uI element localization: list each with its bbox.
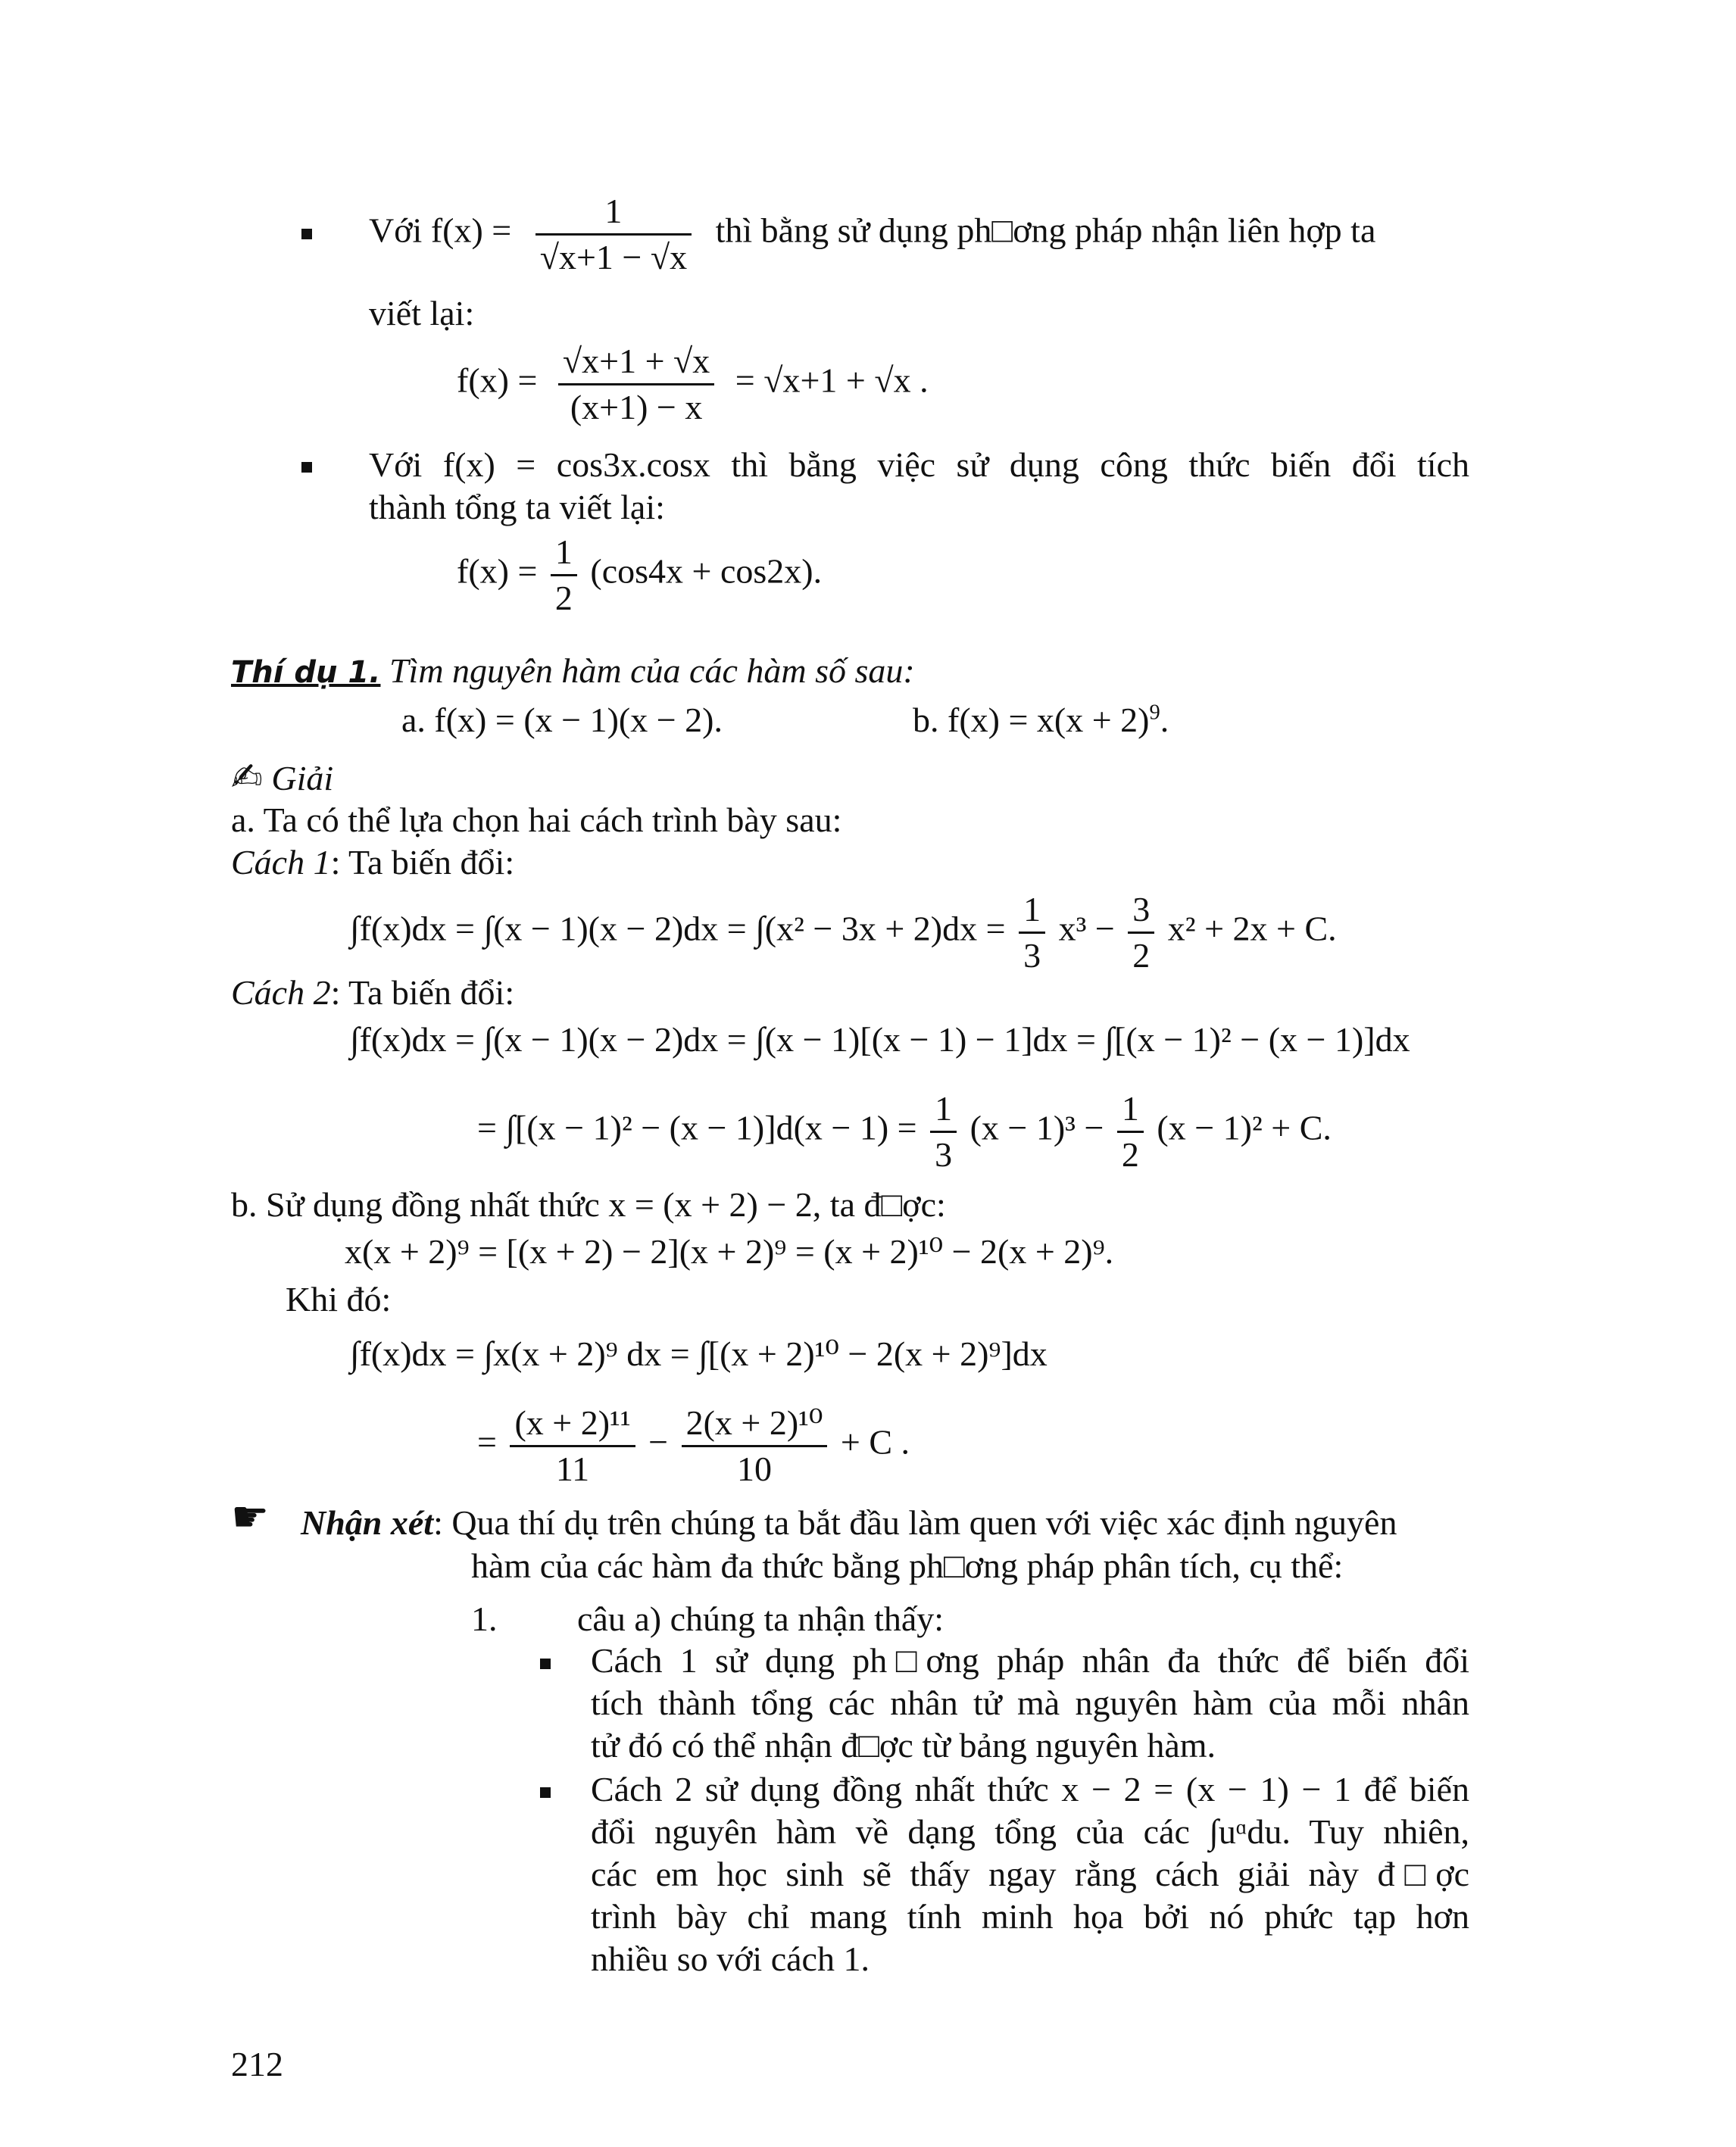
remark-line-2: hàm của các hàm đa thức bằng ph□ơng pháp phân tích, cụ thể:	[471, 1546, 1344, 1585]
list-number-1: 1.	[471, 1599, 498, 1638]
fraction	[535, 189, 692, 279]
text: f(x) =	[457, 551, 538, 591]
method-2-label	[231, 973, 514, 1013]
exponent: 9	[1149, 701, 1160, 725]
khi-do: Khi đó:	[286, 1280, 392, 1318]
fraction	[558, 339, 714, 429]
numerator: 3	[1128, 888, 1154, 934]
example-part-a: a. f(x) = (x − 1)(x − 2).	[401, 701, 723, 739]
method-2-equation-2	[477, 1087, 1332, 1176]
bullet-marker	[301, 229, 312, 239]
list-item-1: câu a) chúng ta nhận thấy:	[577, 1599, 944, 1638]
solution-heading	[231, 756, 333, 800]
example-heading	[231, 651, 915, 691]
method-1-label	[231, 843, 514, 883]
numerator: 2(x + 2)¹⁰	[682, 1401, 828, 1447]
remark-line-1	[301, 1503, 1469, 1543]
bullet-marker	[540, 1659, 551, 1669]
part-b-result	[477, 1401, 910, 1490]
text: (cos4x + cos2x).	[590, 551, 823, 591]
text: : Qua thí dụ trên chúng ta bắt đầu làm quen với việc xác định nguyên	[433, 1503, 1397, 1542]
equation: = ∫[(x − 1)² − (x − 1)]d(x − 1) =	[477, 1108, 917, 1147]
text: (x − 1)³ −	[969, 1108, 1104, 1147]
numerator: (x + 2)¹¹	[510, 1401, 635, 1447]
line-3	[457, 339, 929, 429]
fraction	[930, 1087, 957, 1176]
text: : Ta biến đổi:	[330, 843, 515, 882]
part-b-equation: x(x + 2)⁹ = [(x + 2) − 2](x + 2)⁹ = (x + 2)¹⁰ − 2(x + 2)⁹.	[345, 1232, 1114, 1271]
text: thì bằng sử dụng ph□ơng pháp nhận liên hợp ta	[715, 211, 1376, 250]
numerator: 1	[1117, 1087, 1144, 1133]
part-b-intro: b. Sử dụng đồng nhất thức x = (x + 2) − 2, ta đ□ợc:	[231, 1185, 946, 1224]
method-2: Cách 2	[231, 973, 331, 1012]
text: x² + 2x + C.	[1167, 909, 1337, 948]
page-number: 212	[231, 2045, 283, 2083]
text: −	[648, 1422, 669, 1462]
sub-bullet-2c: các em học sinh sẽ thấy ngay rằng cách giải này đ□ợc	[591, 1855, 1469, 1893]
text: + C .	[840, 1422, 910, 1462]
bullet-marker	[540, 1787, 551, 1798]
sub-bullet-1c: tử đó có thể nhận đ□ợc từ bảng nguyên hàm.	[591, 1726, 1216, 1765]
part-b-integral: ∫f(x)dx = ∫x(x + 2)⁹ dx = ∫[(x + 2)¹⁰ − 2(x + 2)⁹]dx	[350, 1334, 1048, 1373]
line-1	[369, 189, 1375, 279]
text: Với f(x) =	[369, 211, 512, 250]
fraction	[1128, 888, 1154, 977]
method-1-equation	[350, 888, 1337, 977]
fraction	[1019, 888, 1045, 977]
text: x³ −	[1058, 909, 1115, 948]
line-5	[457, 530, 822, 619]
numerator: √x+1 + √x	[558, 339, 714, 385]
numerator: 1	[535, 189, 692, 236]
solution-label: Giải	[271, 759, 334, 797]
line-2: viết lại:	[369, 294, 475, 332]
text: : Ta biến đổi:	[330, 973, 515, 1012]
denominator: √x+1 − √x	[539, 237, 688, 276]
fraction	[1117, 1087, 1144, 1176]
numerator: 1	[551, 530, 577, 576]
remark-label: Nhận xét	[301, 1503, 434, 1542]
fraction	[551, 530, 577, 619]
part-a-intro: a. Ta có thể lựa chọn hai cách trình bày sau:	[231, 800, 842, 839]
bullet-marker	[301, 462, 312, 473]
numerator: 1	[930, 1087, 957, 1133]
denominator: 10	[736, 1449, 772, 1488]
text: .	[1160, 701, 1169, 739]
example-text: Tìm nguyên hàm của các hàm số sau:	[389, 651, 915, 690]
denominator: 2	[554, 578, 573, 617]
fraction	[682, 1401, 828, 1490]
sub-bullet-2e: nhiều so với cách 1.	[591, 1939, 870, 1978]
line-4b: thành tổng ta viết lại:	[369, 488, 665, 526]
denominator: 3	[935, 1134, 953, 1174]
denominator: 2	[1132, 935, 1151, 975]
sub-bullet-2d: trình bày chỉ mang tính minh họa bởi nó phức tạp hơn	[591, 1897, 1469, 1936]
pen-icon: ✍	[231, 755, 263, 799]
denominator: 3	[1023, 935, 1041, 975]
denominator: 2	[1121, 1134, 1139, 1174]
sub-bullet-1a: Cách 1 sử dụng ph□ơng pháp nhân đa thức để biến đổi	[591, 1641, 1469, 1680]
line-4a: Với f(x) = cos3x.cosx thì bằng việc sử dụng công thức biến đổi tích	[369, 445, 1469, 484]
denominator: 11	[555, 1449, 590, 1488]
method-1: Cách 1	[231, 843, 331, 882]
sub-bullet-1b: tích thành tổng các nhân tử mà nguyên hàm của mỗi nhân	[591, 1684, 1469, 1722]
method-2-equation-1: ∫f(x)dx = ∫(x − 1)(x − 2)dx = ∫(x − 1)[(x − 1) − 1]dx = ∫[(x − 1)² − (x − 1)]dx	[350, 1020, 1410, 1059]
example-part-b	[913, 701, 1169, 741]
denominator: (x+1) − x	[570, 387, 703, 426]
text: (x − 1)² + C.	[1157, 1108, 1332, 1147]
text: f(x) =	[457, 360, 538, 400]
text: b. f(x) = x(x + 2)	[913, 701, 1150, 739]
text: =	[477, 1422, 497, 1462]
fraction	[510, 1401, 635, 1490]
sub-bullet-2b: đổi nguyên hàm về dạng tổng của các ∫uᵅdu. Tuy nhiên,	[591, 1812, 1469, 1851]
pointing-hand-icon: ☛	[231, 1493, 270, 1542]
numerator: 1	[1019, 888, 1045, 934]
equation: ∫f(x)dx = ∫(x − 1)(x − 2)dx = ∫(x² − 3x + 2)dx =	[350, 909, 1006, 948]
text: = √x+1 + √x .	[735, 360, 929, 400]
example-label: Thí dụ 1.	[231, 655, 381, 690]
sub-bullet-2a: Cách 2 sử dụng đồng nhất thức x − 2 = (x − 1) − 1 để biến	[591, 1770, 1469, 1808]
